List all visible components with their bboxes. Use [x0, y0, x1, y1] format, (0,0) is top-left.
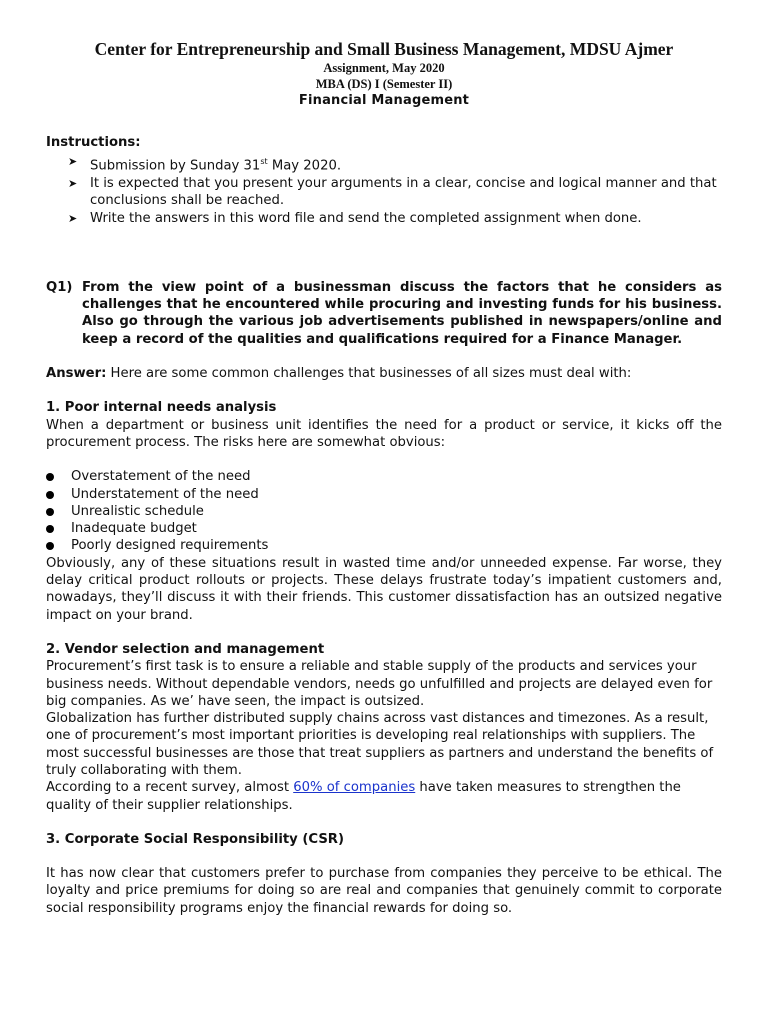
list-item: Unrealistic schedule — [46, 503, 722, 520]
section-3-heading: 3. Corporate Social Responsibility (CSR) — [46, 831, 344, 847]
section-3-paragraph: It has now clear that customers prefer to purchase from companies they perceive to be ethical. The loyalty and price premiums for doing so are real and companies that genuinely commit to corporate social responsibility programs enjoy the financial rewards for doing so. — [46, 866, 722, 916]
section-2-heading: 2. Vendor selection and management — [46, 641, 325, 657]
bullet-icon — [46, 508, 54, 516]
section-1-heading: 1. Poor internal needs analysis — [46, 400, 277, 416]
section-2-paragraph-1: Procurement’s first task is to ensure a reliable and stable supply of the products and services your business needs. Without dependable vendors, needs go unfulfilled and projects are delayed even for big companies. As we’ have seen, the impact is outsized. — [46, 659, 713, 709]
answer-intro: Answer: Here are some common challenges that businesses of all sizes must deal with: — [46, 366, 632, 382]
arrow-bullet-icon: ➤ — [68, 155, 78, 169]
section-1-intro: When a department or business unit identifies the need for a product or service, it kicks off the procurement process. The risks here are somewhat obvious: — [46, 417, 722, 450]
survey-link[interactable]: 60% of companies — [293, 780, 416, 796]
center-title: Center for Entrepreneurship and Small Business Management, MDSU Ajmer — [94, 39, 674, 59]
list-item: Understatement of the need — [46, 486, 722, 503]
list-item: Poorly designed requirements — [46, 537, 722, 554]
risk-list — [46, 468, 722, 554]
instructions-list — [46, 153, 722, 227]
list-item: Inadequate budget — [46, 520, 722, 537]
list-item: ➤ Submission by Sunday 31st May 2020. — [68, 155, 342, 174]
bullet-icon — [46, 491, 54, 499]
program-line: MBA (DS) I (Semester II) — [315, 77, 453, 91]
section-2-paragraph-3: According to a recent survey, almost 60% of companies have taken measures to strengthen the quality of their supplier relationships. — [46, 780, 681, 813]
bullet-icon — [46, 542, 54, 550]
arrow-bullet-icon: ➤ — [68, 176, 78, 190]
list-item: ➤ It is expected that you present your arguments in a clear, concise and logical manner and that conclusions shall be reached. — [68, 175, 717, 209]
section-1-paragraph: Obviously, any of these situations result in wasted time and/or unneeded expense. Far worse, they delay critical product rollouts or projects. These delays frustrate today’s impatient customers and, nowadays, they’ll discuss it with their friends. This customer dissatisfaction has an outsized negative impact on your brand. — [46, 555, 722, 623]
list-item: Overstatement of the need — [46, 468, 722, 485]
subject-title: Financial Management — [298, 93, 470, 108]
instructions-title: Instructions: — [46, 135, 141, 150]
section-2-paragraph-2: Globalization has further distributed supply chains across vast distances and timezones. As a result, one of procurement’s most important priorities is developing real relationships with suppliers. The most successful businesses are those that treat suppliers as partners and understand the benefits of truly collaborating with them. — [46, 711, 714, 778]
arrow-bullet-icon: ➤ — [68, 211, 78, 225]
list-item: ➤ Write the answers in this word file and send the completed assignment when done. — [68, 210, 642, 226]
question-1 — [46, 279, 722, 348]
question-text: From the view point of a businessman discuss the factors that he considers as challenges that he encountered while procuring and investing funds for his business. Also go through the various job advertisements published in newspapers/online and keep a record of the qualities and qualifications required for a Finance Manager. — [82, 279, 722, 347]
bullet-icon — [46, 473, 54, 481]
document-header — [46, 0, 722, 110]
question-label: Q1) — [46, 279, 73, 295]
answer-label: Answer: — [46, 366, 107, 382]
bullet-icon — [46, 525, 54, 533]
document-body — [46, 134, 722, 917]
assignment-line: Assignment, May 2020 — [323, 61, 445, 75]
